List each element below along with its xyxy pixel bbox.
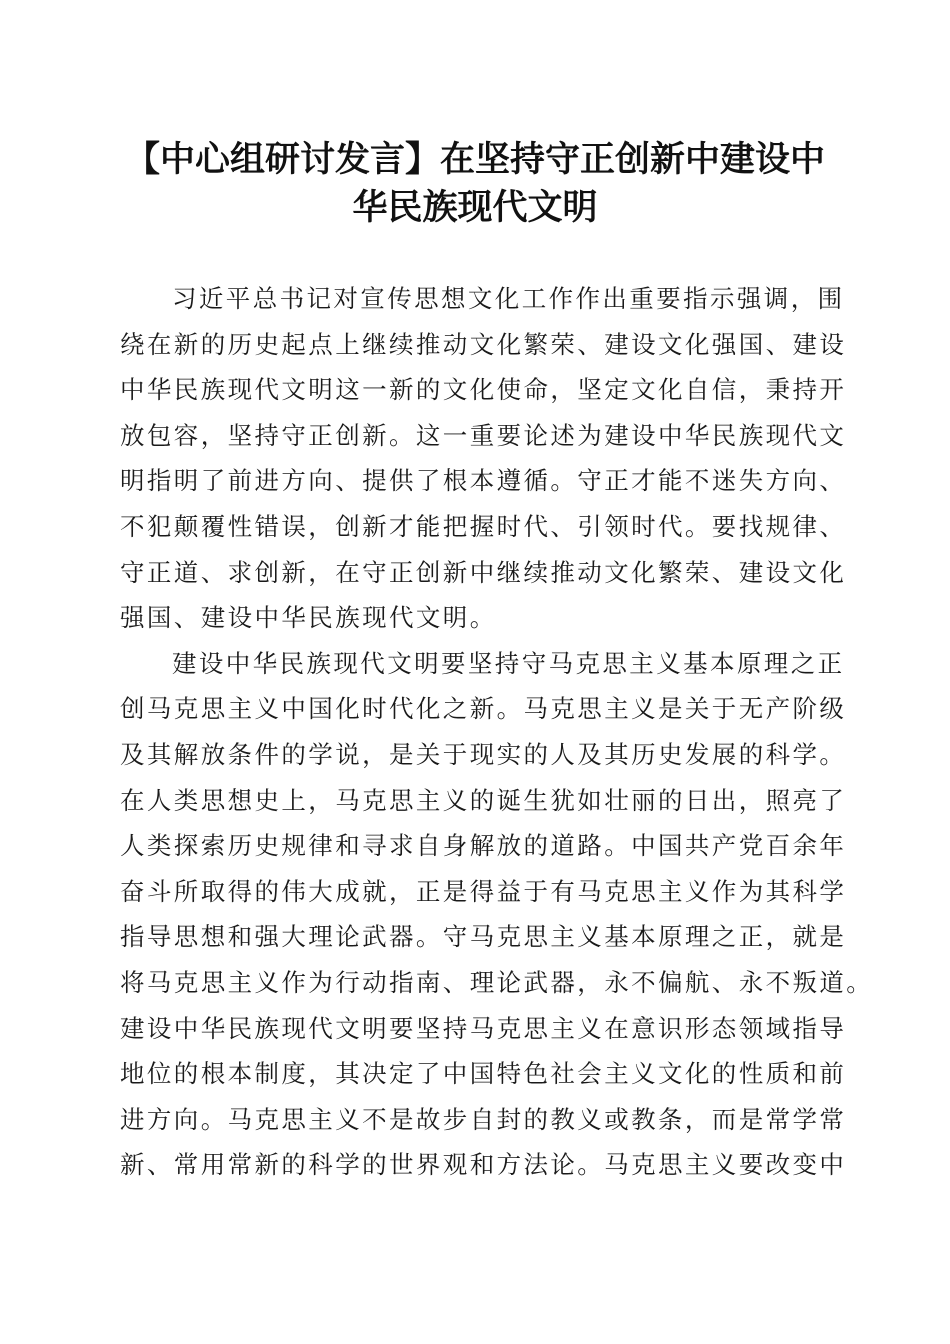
- text-line: 习近平总书记对宣传思想文化工作作出重要指示强调，围: [172, 284, 845, 313]
- text-line: 守正道、求创新，在守正创新中继续推动文化繁荣、建设文化: [120, 557, 847, 587]
- text-line: 建设中华民族现代文明要坚持守马克思主义基本原理之正: [172, 648, 845, 678]
- title-line-2: 华民族现代文明: [352, 188, 598, 228]
- text-line: 奋斗所取得的伟大成就，正是得益于有马克思主义作为其科学: [120, 876, 847, 906]
- paragraph-2: [120, 641, 874, 1188]
- title-line-1: 【中心组研讨发言】在坚持守正创新中建设中: [124, 140, 825, 180]
- text-line: 创马克思主义中国化时代化之新。马克思主义是关于无产阶级: [120, 694, 847, 724]
- text-line: 将马克思主义作为行动指南、理论武器，永不偏航、永不叛道。: [120, 967, 874, 997]
- text-line: 指导思想和强大理论武器。守马克思主义基本原理之正，就是: [120, 922, 847, 952]
- text-line: 放包容，坚持守正创新。这一重要论述为建设中华民族现代文: [120, 420, 847, 450]
- text-line: 建设中华民族现代文明要坚持马克思主义在意识形态领域指导: [120, 1013, 847, 1043]
- text-line: 及其解放条件的学说，是关于现实的人及其历史发展的科学。: [120, 739, 847, 769]
- text-line: 中华民族现代文明这一新的文化使命，坚定文化自信，秉持开: [120, 375, 847, 405]
- text-line: 不犯颠覆性错误，创新才能把握时代、引领时代。要找规律、: [120, 511, 847, 541]
- text-line: 在人类思想史上，马克思主义的诞生犹如壮丽的日出，照亮了: [120, 785, 847, 815]
- text-line: 人类探索历史规律和寻求自身解放的道路。中国共产党百余年: [120, 831, 847, 861]
- text-line: 地位的根本制度，其决定了中国特色社会主义文化的性质和前: [120, 1059, 847, 1089]
- text-line: 进方向。马克思主义不是故步自封的教义或教条，而是常学常: [120, 1104, 847, 1134]
- text-line: 明指明了前进方向、提供了根本遵循。守正才能不迷失方向、: [120, 466, 847, 496]
- document-body: [120, 276, 874, 1188]
- text-line: 新、常用常新的科学的世界观和方法论。马克思主义要改变中: [120, 1150, 847, 1180]
- text-line: 绕在新的历史起点上继续推动文化繁荣、建设文化强国、建设: [120, 329, 847, 359]
- paragraph-1: [120, 276, 847, 641]
- document-title: [110, 136, 840, 232]
- text-line: 强国、建设中华民族现代文明。: [120, 603, 497, 633]
